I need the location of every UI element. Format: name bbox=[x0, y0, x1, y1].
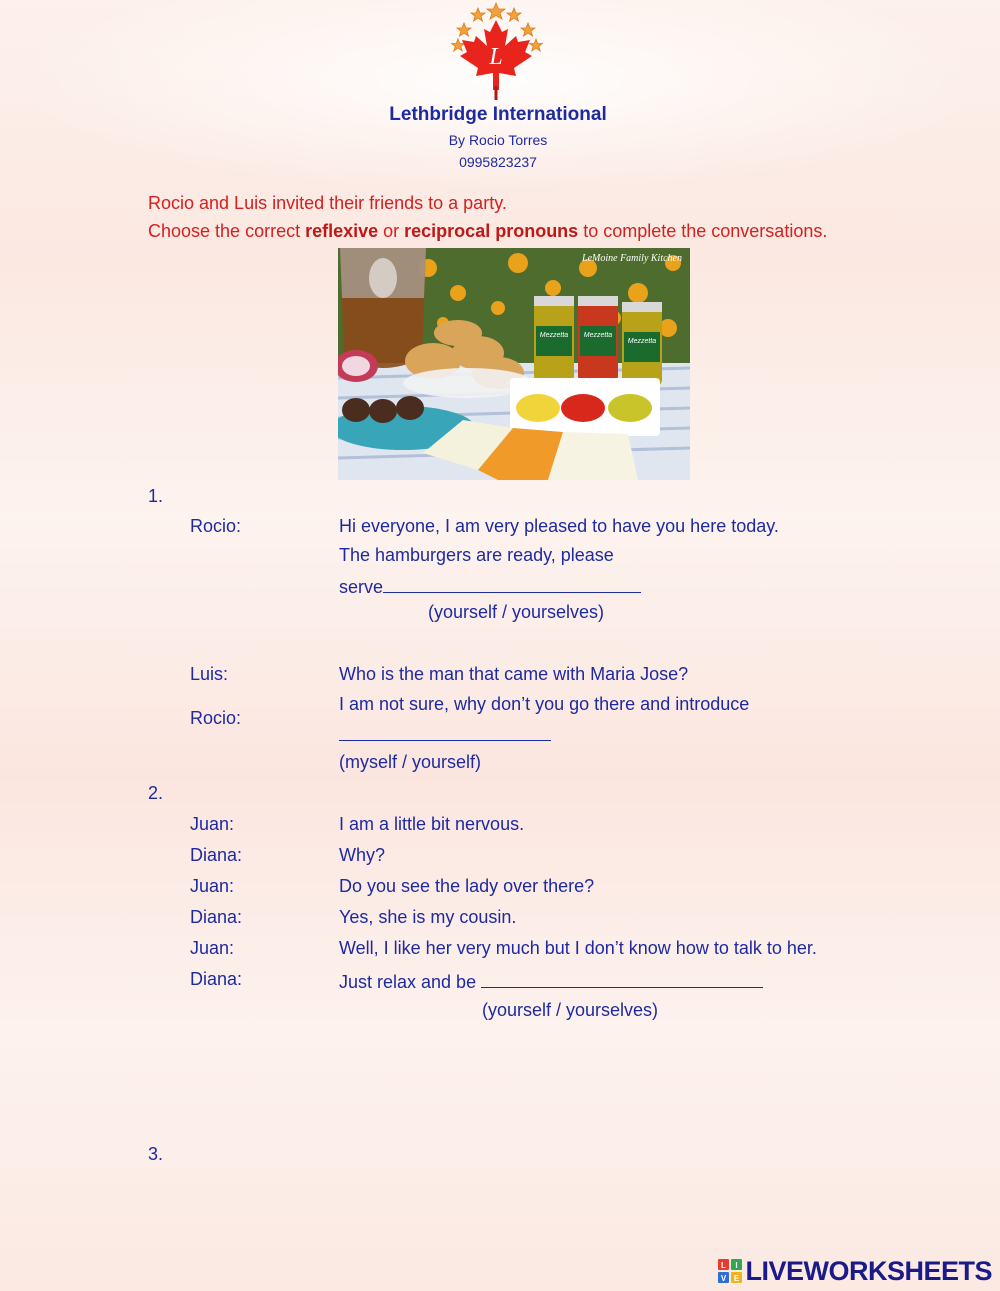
school-name: Lethbridge International bbox=[389, 104, 607, 125]
maple-leaf-logo-icon bbox=[446, 2, 550, 102]
instruction-line-1: Rocio and Luis invited their friends to a party. bbox=[148, 193, 507, 213]
answer-blank-2[interactable] bbox=[339, 722, 551, 741]
liveworksheets-logo bbox=[718, 1255, 992, 1287]
answer-blank-line bbox=[339, 722, 551, 746]
instruction-line-2: Choose the correct reflexive or reciprocal pronouns to complete the conversations. bbox=[148, 221, 828, 241]
speaker-luis: Luis: bbox=[190, 664, 229, 684]
answer-blank-1[interactable] bbox=[383, 574, 641, 593]
dialogue-line: Just relax and be bbox=[339, 969, 763, 993]
dialogue-line: I am a little bit nervous. bbox=[339, 814, 525, 834]
keyword-reflexive: reflexive bbox=[305, 221, 379, 241]
keyword-reciprocal: reciprocal pronouns bbox=[404, 221, 579, 241]
hint-options: (yourself / yourselves) bbox=[428, 602, 605, 622]
speaker-juan: Juan: bbox=[190, 876, 235, 896]
logo-letter: L bbox=[489, 44, 503, 70]
speaker-juan: Juan: bbox=[190, 814, 235, 834]
exercise-2-number: 2. bbox=[148, 783, 164, 803]
speaker-diana: Diana: bbox=[190, 969, 243, 989]
dialogue-line: Do you see the lady over there? bbox=[339, 876, 595, 896]
svg-text:I: I bbox=[735, 1261, 739, 1270]
speaker-rocio: Rocio: bbox=[190, 708, 242, 728]
hint-options: (myself / yourself) bbox=[339, 752, 482, 772]
speaker-diana: Diana: bbox=[190, 845, 243, 865]
exercise-1-number: 1. bbox=[148, 486, 164, 506]
phone-number: 0995823237 bbox=[459, 154, 537, 170]
liveworksheets-blocks-icon bbox=[718, 1259, 742, 1283]
speaker-diana: Diana: bbox=[190, 907, 243, 927]
dialogue-line: serve bbox=[339, 574, 641, 598]
speaker-juan: Juan: bbox=[190, 938, 235, 958]
dialogue-line: Why? bbox=[339, 845, 386, 865]
answer-blank-3[interactable] bbox=[481, 969, 763, 988]
photo-watermark: LeMoine Family Kitchen bbox=[582, 253, 682, 264]
dialogue-line: Well, I like her very much but I don’t know how to talk to her. bbox=[339, 938, 817, 958]
jar-label-3: Mezzetta bbox=[627, 338, 657, 345]
liveworksheets-brand: LIVEWORKSHEETS bbox=[745, 1255, 992, 1286]
party-food-photo bbox=[338, 248, 690, 480]
jar-label-1: Mezzetta bbox=[539, 332, 569, 339]
jar-label-2: Mezzetta bbox=[583, 332, 613, 339]
svg-text:L: L bbox=[721, 1261, 727, 1270]
speaker-rocio: Rocio: bbox=[190, 516, 242, 536]
svg-text:E: E bbox=[734, 1274, 740, 1283]
dialogue-line: The hamburgers are ready, please bbox=[339, 545, 614, 565]
svg-text:V: V bbox=[721, 1274, 727, 1283]
author-line: By Rocio Torres bbox=[448, 132, 548, 148]
dialogue-line: Who is the man that came with Maria Jose? bbox=[339, 664, 689, 684]
dialogue-line: I am not sure, why don’t you go there and introduce bbox=[339, 694, 750, 714]
dialogue-line: Yes, she is my cousin. bbox=[339, 907, 517, 927]
hint-options: (yourself / yourselves) bbox=[482, 1000, 659, 1020]
exercise-3-number: 3. bbox=[148, 1144, 164, 1164]
dialogue-line: Hi everyone, I am very pleased to have you here today. bbox=[339, 516, 779, 536]
